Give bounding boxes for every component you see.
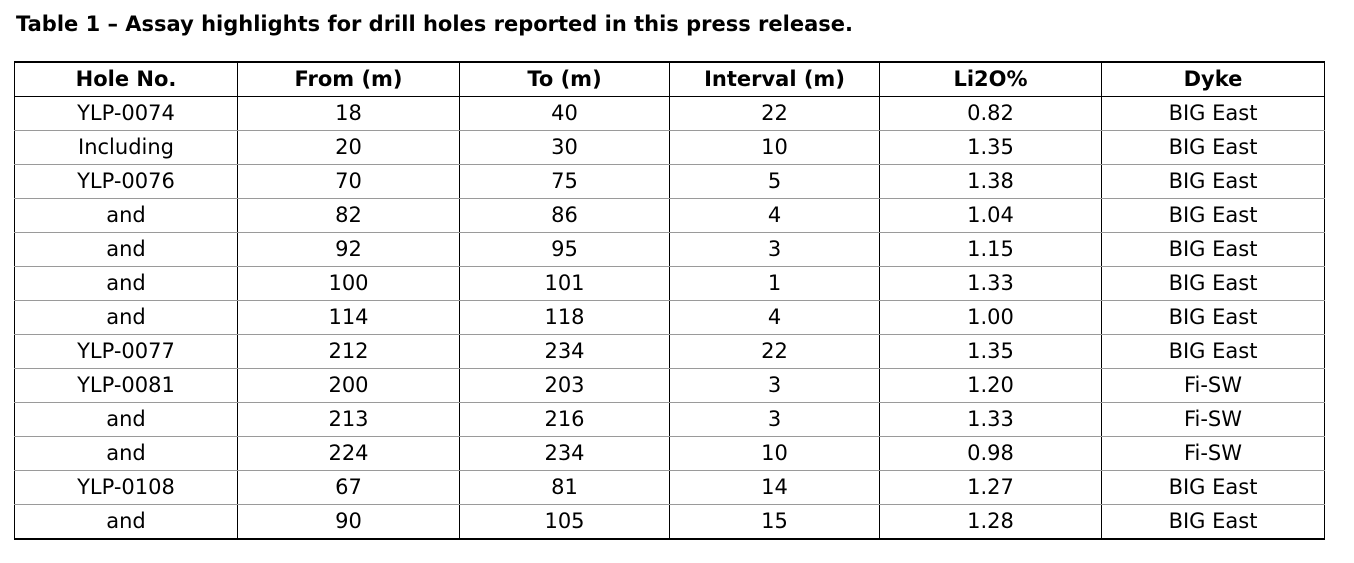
cell-dyke: BIG East [1102,301,1325,335]
cell-from: 92 [238,233,460,267]
cell-to: 75 [460,165,670,199]
cell-li2o: 1.35 [880,335,1102,369]
header-row [15,62,1325,97]
cell-hole-no: YLP-0081 [15,369,238,403]
table-row [15,437,1325,471]
cell-interval: 10 [670,437,880,471]
cell-hole-no: YLP-0074 [15,97,238,131]
table-row [15,165,1325,199]
table-row [15,505,1325,540]
cell-li2o: 1.15 [880,233,1102,267]
cell-interval: 22 [670,97,880,131]
cell-interval: 3 [670,369,880,403]
header-hole-no: Hole No. [15,62,238,97]
table-row [15,369,1325,403]
cell-from: 213 [238,403,460,437]
header-from: From (m) [238,62,460,97]
cell-from: 67 [238,471,460,505]
cell-dyke: BIG East [1102,505,1325,540]
cell-dyke: BIG East [1102,233,1325,267]
cell-li2o: 1.33 [880,403,1102,437]
header-interval: Interval (m) [670,62,880,97]
cell-interval: 4 [670,301,880,335]
cell-from: 90 [238,505,460,540]
header-dyke: Dyke [1102,62,1325,97]
table-header [15,62,1325,97]
table-row [15,403,1325,437]
header-to: To (m) [460,62,670,97]
cell-to: 203 [460,369,670,403]
cell-hole-no: YLP-0077 [15,335,238,369]
cell-hole-no: and [15,233,238,267]
table-row [15,301,1325,335]
cell-hole-no: and [15,403,238,437]
cell-to: 101 [460,267,670,301]
cell-hole-no: and [15,267,238,301]
table-body [15,97,1325,540]
cell-li2o: 0.98 [880,437,1102,471]
cell-dyke: BIG East [1102,131,1325,165]
cell-li2o: 1.20 [880,369,1102,403]
cell-dyke: BIG East [1102,199,1325,233]
cell-from: 18 [238,97,460,131]
cell-hole-no: and [15,301,238,335]
table-row [15,267,1325,301]
cell-li2o: 1.33 [880,267,1102,301]
cell-dyke: BIG East [1102,97,1325,131]
table-row [15,199,1325,233]
cell-from: 212 [238,335,460,369]
cell-dyke: Fi-SW [1102,437,1325,471]
cell-hole-no: and [15,505,238,540]
cell-to: 40 [460,97,670,131]
header-li2o: Li2O% [880,62,1102,97]
cell-dyke: BIG East [1102,267,1325,301]
cell-li2o: 1.38 [880,165,1102,199]
cell-interval: 3 [670,233,880,267]
cell-from: 114 [238,301,460,335]
cell-dyke: Fi-SW [1102,369,1325,403]
cell-dyke: BIG East [1102,165,1325,199]
cell-li2o: 1.35 [880,131,1102,165]
cell-to: 95 [460,233,670,267]
cell-interval: 10 [670,131,880,165]
cell-to: 30 [460,131,670,165]
cell-li2o: 1.28 [880,505,1102,540]
cell-interval: 15 [670,505,880,540]
cell-li2o: 1.27 [880,471,1102,505]
cell-to: 86 [460,199,670,233]
cell-to: 105 [460,505,670,540]
cell-interval: 14 [670,471,880,505]
cell-to: 81 [460,471,670,505]
cell-to: 234 [460,437,670,471]
cell-dyke: BIG East [1102,471,1325,505]
cell-hole-no: and [15,437,238,471]
cell-from: 224 [238,437,460,471]
cell-from: 20 [238,131,460,165]
cell-interval: 5 [670,165,880,199]
cell-to: 234 [460,335,670,369]
cell-from: 200 [238,369,460,403]
cell-hole-no: and [15,199,238,233]
table-row [15,335,1325,369]
cell-to: 118 [460,301,670,335]
cell-li2o: 1.04 [880,199,1102,233]
cell-li2o: 1.00 [880,301,1102,335]
cell-hole-no: YLP-0108 [15,471,238,505]
cell-dyke: Fi-SW [1102,403,1325,437]
cell-hole-no: Including [15,131,238,165]
cell-to: 216 [460,403,670,437]
cell-li2o: 0.82 [880,97,1102,131]
cell-interval: 22 [670,335,880,369]
cell-hole-no: YLP-0076 [15,165,238,199]
cell-from: 70 [238,165,460,199]
table-row [15,97,1325,131]
cell-from: 82 [238,199,460,233]
cell-dyke: BIG East [1102,335,1325,369]
cell-interval: 1 [670,267,880,301]
cell-from: 100 [238,267,460,301]
table-row [15,471,1325,505]
table-row [15,233,1325,267]
table-row [15,131,1325,165]
cell-interval: 4 [670,199,880,233]
assay-table [14,61,1325,540]
table-caption: Table 1 – Assay highlights for drill holes reported in this press release. [16,12,853,36]
cell-interval: 3 [670,403,880,437]
